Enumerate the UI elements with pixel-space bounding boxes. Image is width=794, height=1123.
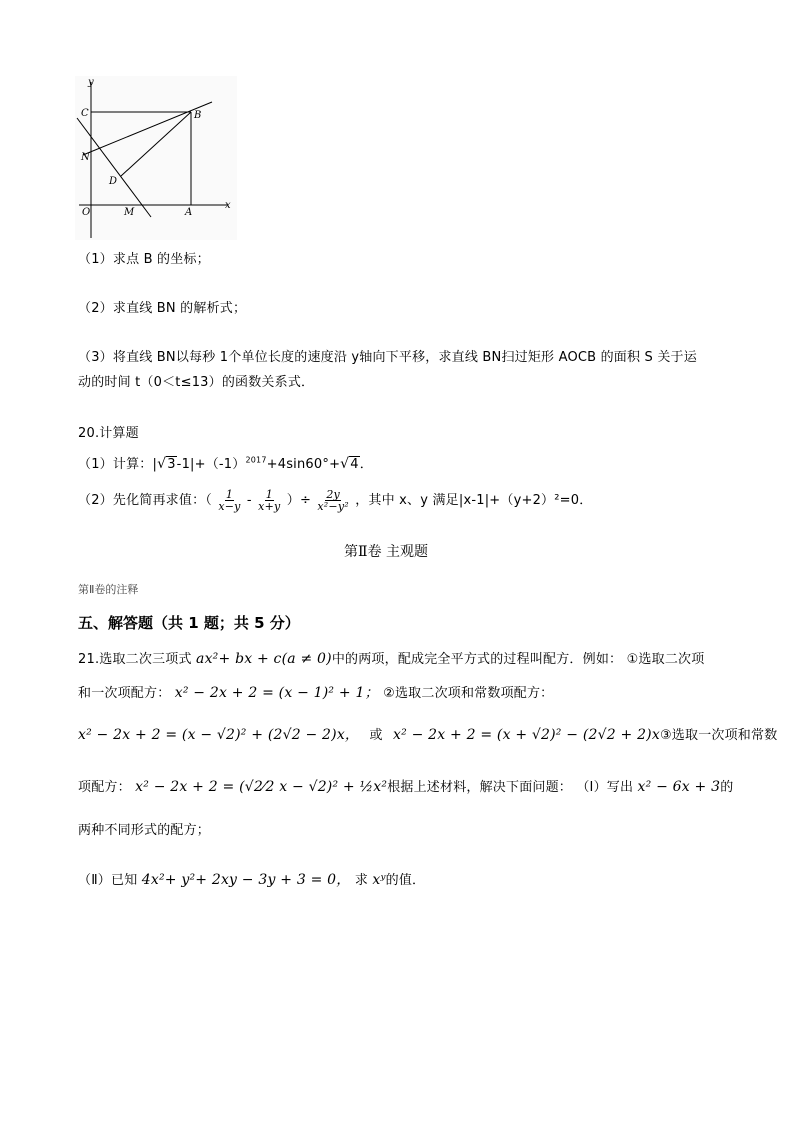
q21-l3-b: ③选取一次项和常数 [659,728,778,743]
q21-expr-7: xʸ [372,872,386,888]
label-x: x [225,200,231,211]
q21-l1-c: ①选取二次项 [626,652,705,667]
label-C: C [81,108,89,119]
q21-l4-a: 项配方： [78,780,131,795]
q20-p1-mid: -1|+（-1） [176,457,246,472]
q20-part1: （1）计算：$|√3-1|+(-1)^{2017}+4\sin 60^\circ+√4$． [78,455,373,472]
q21-expr-trinomial: ax²+ bx + c(a ≠ 0) [196,651,332,667]
q19-part3-line1: （3）将直线 BN以每秒 1个单位长度的速度沿 y轴向下平移，求直线 BN扫过矩形 AOCB 的面积 S 关于运 [78,350,697,365]
figure-svg [75,76,237,240]
label-N: N [81,152,90,163]
q21-l6-a: （Ⅱ）已知 [78,873,138,888]
divide-sign: ）÷ [286,493,312,508]
q20-p1-mid2: +4sin60°+ [266,457,341,472]
q21-l1-b: 中的两项，配成完全平方式的过程叫配方．例如： [331,652,623,667]
q20-exponent: 2017 [245,455,267,465]
q20-p1-prefix: （1）计算：| [78,457,158,472]
label-O: O [82,207,91,218]
q21-expr-6: 4x²+ y²+ 2xy − 3y + 3 = 0， [141,872,351,888]
q21-expr-2: x² − 2x + 2 = (x − √2)² + (2√2 − 2)x， [78,727,360,743]
q21-l2-b: ②选取二次项和常数项配方： [383,686,554,701]
q21-line5: 两种不同形式的配方； [78,823,211,838]
minus-sign: - [246,493,252,508]
q21-expr-3: x² − 2x + 2 = (x + √2)² − (2√2 + 2)x [393,727,660,743]
q21-l6-b: 求 [354,873,369,888]
q20-sqrt4: 4 [350,457,359,472]
q21-line2 [78,682,553,702]
q21-line6 [78,869,425,889]
q20-p1-end: ． [359,457,373,472]
label-A: A [185,207,193,218]
q19-part2: （2）求直线 BN 的解析式； [78,301,247,316]
part2-note: 第Ⅱ卷的注释 [78,583,139,596]
q20-part2 [78,489,592,512]
label-y: y [88,77,94,88]
q21-line4 [78,776,733,795]
fraction-2: $\frac{1}{x+y}$ [258,488,281,513]
q20-p2-prefix: （2）先化简再求值：（ [78,493,212,508]
segment-BD [121,112,191,176]
label-D: D [109,176,118,187]
fraction-1: $\frac{1}{x-y}$ [218,488,241,513]
q21-l4-d: 的 [720,780,734,795]
q20-sqrt3: 3 [167,457,176,472]
label-M: M [124,207,135,218]
q19-part1: （1）求点 B 的坐标； [78,252,210,267]
q21-expr-5: x² − 6x + 3 [637,779,721,795]
q21-or: 或 [369,728,383,743]
coordinate-figure [75,76,237,240]
line-MN [77,118,151,217]
q21-l4-c: （Ⅰ）写出 [576,780,634,795]
q20-title: 20.计算题 [78,426,139,441]
part2-title: 第Ⅱ卷 主观题 [344,544,428,560]
section5-heading: 五、解答题（共 1 题；共 5 分） [78,614,300,632]
q19-part3-line2: 动的时间 t（0＜t≤13）的函数关系式． [78,375,315,390]
fraction-3: $\frac{2y}{\text{x²−y²}}$ [317,488,349,513]
q21-l2-a: 和一次项配方： [78,686,171,701]
q21-l4-b: 根据上述材料，解决下面问题： [387,780,573,795]
line-BN [83,102,212,155]
q20-p2-suffix: ，其中 x、y 满足|x-1|+（y+2）²=0． [355,493,593,508]
q21-expr-4: x² − 2x + 2 = (√2⁄2 x − √2)² + ½x² [135,779,388,795]
label-B: B [194,110,202,121]
q21-l1-a: 21.选取二次三项式 [78,652,192,667]
q21-line3 [78,724,777,744]
q21-l6-c: 的值． [385,873,426,888]
q21-expr-1: x² − 2x + 2 = (x − 1)² + 1； [174,685,379,701]
q21-line1 [78,648,704,667]
